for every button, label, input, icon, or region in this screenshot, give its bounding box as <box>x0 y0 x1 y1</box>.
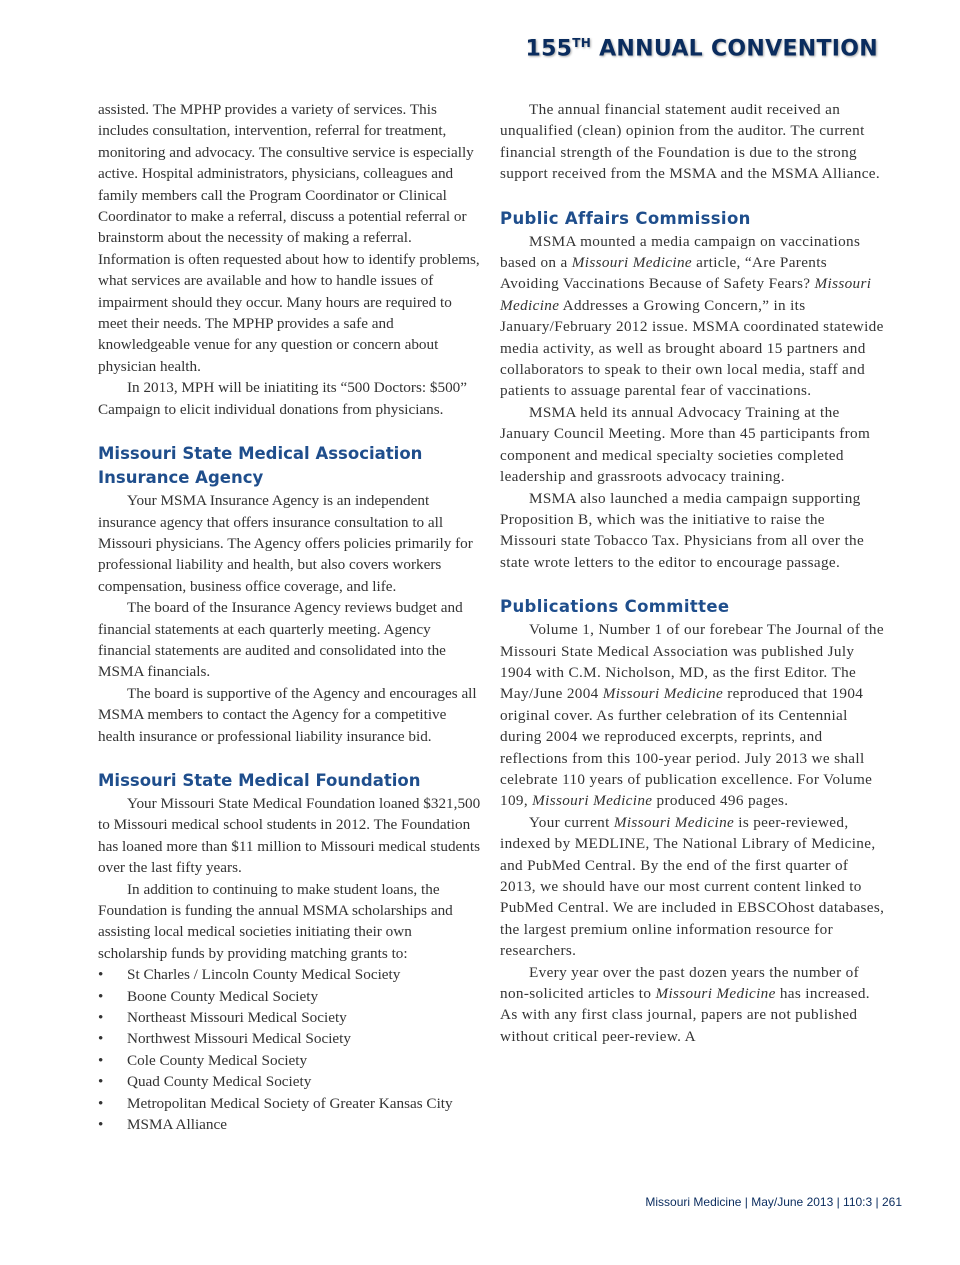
header-suffix: TH <box>572 36 592 50</box>
bullet-icon: • <box>98 966 104 984</box>
public-affairs-paragraph-2: MSMA held its annual Advocacy Training at the January Council Meeting. More than 45 participants from component and medical specialty societies completed leadership and grassroots advocacy training. <box>500 403 871 486</box>
society-name: St Charles / Lincoln County Medical Society <box>127 966 401 984</box>
text-run: has increased. As with any first class journal, papers are not published without critical peer-review. A <box>500 985 870 1045</box>
insurance-paragraph-1: Your MSMA Insurance Agency is an independent insurance agency that offers insurance consultation to all Missouri physicians. The Agency offers policies primarily for professional liability and health, but also covers workers compensation, business office coverage, and life. <box>98 492 473 595</box>
journal-title: Missouri Medicine <box>532 792 653 810</box>
bullet-icon: • <box>98 1009 104 1027</box>
foundation-paragraph-1: Your Missouri State Medical Foundation loaned $321,500 to Missouri medical school students in 2012. The Foundation has loaned more than $11 million to Missouri medical students over the last fifty years. <box>98 794 481 877</box>
list-item <box>98 1050 483 1071</box>
text-run: Addresses a Growing Concern,” in its January/February 2012 issue. MSMA coordinated statewide media activity, as well as brought aboard 15 partners and collaborators to speak to their own local media, staff and patients to assuage parental fear of vaccinations. <box>500 296 884 400</box>
insurance-heading-line-2: Insurance Agency <box>98 468 264 488</box>
list-item <box>98 986 483 1007</box>
list-item <box>98 964 483 985</box>
list-item <box>98 1114 483 1135</box>
public-affairs-paragraph-3: MSMA also launched a media campaign supporting Proposition B, which was the initiative to raise the Missouri state Tobacco Tax. Physicians from all over the state wrote letters to the editor to encourage passage. <box>500 489 865 571</box>
header-number: 155 <box>525 36 573 62</box>
society-name: Northeast Missouri Medical Society <box>127 1009 347 1027</box>
foundation-paragraph-2: In addition to continuing to make student loans, the Foundation is funding the annual MSMA scholarships and assisting local medical societies initiating their own scholarship funds by providing matching grants to: <box>98 880 453 962</box>
text-run: produced 496 pages. <box>652 792 789 810</box>
mphp-paragraph-1: assisted. The MPHP provides a variety of services. This includes consultation, intervention, referral for treatment, monitoring and advocacy. The consultive service is especially active. Hospital administrators, physicians, colleagues and family members call the Program Coordinator or Clinical Coordinator to make a referral, discuss a potential referral or brainstorm about the necessity of making a referral. Information is often requested about how to identify problems, what services are available and how to handle issues of impairment should they occur. Many hours are required to meet their needs. The MPHP provides a safe and knowledgeable venue for any question or concern about physician health. <box>98 101 480 375</box>
bullet-icon: • <box>98 987 104 1005</box>
society-name: Boone County Medical Society <box>127 987 319 1005</box>
insurance-heading <box>98 442 483 490</box>
insurance-paragraph-2: The board of the Insurance Agency reviews budget and financial statements at each quarterly meeting. Agency financial statements are audited and consolidated into the MSMA financials. <box>98 599 463 681</box>
insurance-paragraph-3: The board is supportive of the Agency and encourages all MSMA members to contact the Agency for a competitive health insurance or professional liability insurance bid. <box>98 684 477 745</box>
left-column <box>98 99 483 1135</box>
mphp-paragraph-2: In 2013, MPH will be iniatiting its “500 Doctors: $500” Campaign to elicit individual donations from physicians. <box>98 379 468 418</box>
journal-title: Missouri Medicine <box>613 813 735 831</box>
publications-paragraph-2 <box>500 812 885 962</box>
running-header <box>525 36 878 61</box>
publications-heading: Publications Committee <box>500 597 730 617</box>
public-affairs-paragraph-1 <box>500 231 885 402</box>
journal-title: Missouri Medicine <box>655 985 776 1003</box>
text-run: MSMA mounted a media campaign on vaccinations based on a <box>500 232 861 272</box>
journal-title: Missouri Medicine <box>602 685 724 703</box>
bullet-icon: • <box>98 1116 104 1134</box>
public-affairs-heading: Public Affairs Commission <box>500 208 751 228</box>
journal-title: Missouri Medicine <box>500 275 872 314</box>
header-title: ANNUAL CONVENTION <box>599 36 878 62</box>
text-run: reproduced that 1904 original cover. As further celebration of its Centennial during 2004 we reproduced excerpts, reprints, and reflections from this 100-year period. July 2013 we shall celebrate 110 years of publication excellence. For Volume 109, <box>500 685 873 810</box>
society-name: Northwest Missouri Medical Society <box>127 1030 351 1048</box>
list-item <box>98 1028 483 1049</box>
text-run: Your current <box>529 813 614 831</box>
society-name: Cole County Medical Society <box>127 1051 308 1069</box>
text-run: is peer-reviewed, indexed by MEDLINE, The National Library of Medicine, and PubMed Central. By the end of the first quarter of 2013, we should have our most current content linked to PubMed Central. We are included in EBSCOhost databases, the largest premium online information resource for researchers. <box>500 813 885 960</box>
page-footer: Missouri Medicine | May/June 2013 | 110:3 | 261 <box>645 1195 902 1209</box>
text-run: Every year over the past dozen years the number of non-solicited articles to <box>500 963 859 1003</box>
publications-paragraph-1 <box>500 619 885 812</box>
society-name: Quad County Medical Society <box>127 1073 312 1091</box>
text-run: Volume 1, Number 1 of our forebear The Journal of the Missouri State Medical Association was published July 1904 with C.M. Nicholson, MD, as the first Editor. The May/June 2004 <box>500 621 884 703</box>
bullet-icon: • <box>98 1073 104 1091</box>
list-item <box>98 1007 483 1028</box>
publications-paragraph-3 <box>500 962 885 1048</box>
list-item <box>98 1093 483 1114</box>
bullet-icon: • <box>98 1030 104 1048</box>
society-name: Metropolitan Medical Society of Greater Kansas City <box>127 1094 453 1112</box>
bullet-icon: • <box>98 1051 104 1069</box>
audit-paragraph: The annual financial statement audit received an unqualified (clean) opinion from the auditor. The current financial strength of the Foundation is due to the strong support received from the MSMA and the MSMA Alliance. <box>500 101 881 183</box>
journal-title: Missouri Medicine <box>571 254 693 272</box>
insurance-heading-line-1: Missouri State Medical Association <box>98 444 423 464</box>
foundation-heading: Missouri State Medical Foundation <box>98 770 421 790</box>
list-item <box>98 1071 483 1092</box>
bullet-icon: • <box>98 1094 104 1112</box>
societies-list <box>98 964 483 1135</box>
right-column <box>500 99 885 1047</box>
society-name: MSMA Alliance <box>127 1116 227 1134</box>
text-run: article, “Are Parents Avoiding Vaccinations Because of Safety Fears? <box>500 254 828 293</box>
